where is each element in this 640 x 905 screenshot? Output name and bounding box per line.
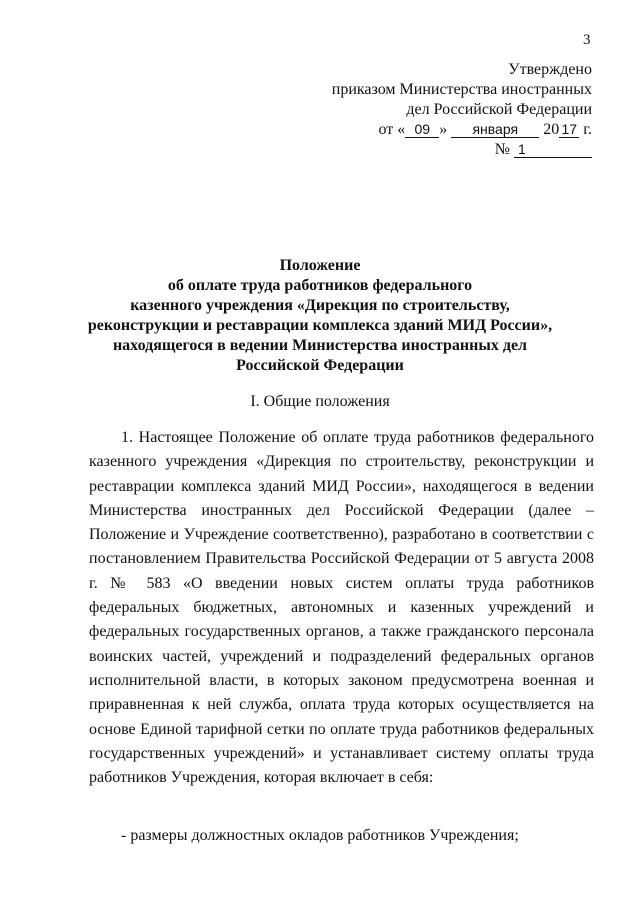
title-line-4: реконструкции и реставрации комплекса зданий МИД России»,: [87, 317, 553, 334]
date-year-prefix: 20: [543, 121, 560, 138]
list-item: - размеры должностных окладов работников Учреждения;: [121, 827, 519, 844]
page-number: 3: [583, 32, 591, 48]
number-label: №: [494, 141, 510, 158]
date-month: января: [451, 121, 539, 138]
approval-stamp: [332, 60, 592, 160]
date-mid: »: [439, 121, 448, 138]
approval-line-2: приказом Министерства иностранных: [331, 81, 592, 98]
approval-number-line: [332, 140, 592, 160]
date-day: 09: [405, 121, 439, 138]
order-number: 1: [514, 141, 592, 158]
date-prefix: от «: [378, 121, 406, 138]
section-heading: I. Общие положения: [250, 393, 390, 410]
approval-date-line: [332, 120, 592, 140]
title-line-6: Российской Федерации: [236, 357, 404, 374]
date-year-end: г.: [583, 121, 592, 138]
paragraph-1: 1. Настоящее Положение об оплате труда работников федерального казенного учреждения «Дирекция по строительству, реконструкции и реставрации комплекса зданий МИД России», находящегося в ведении Министерства иностранных дел Российской Федерации (далее – Положение и Учреждение соответственно), разработано в соответствии с постановлением Правительства Российской Федерации от 5 августа 2008 г. № 583 «О введении новых систем оплаты труда работников федеральных бюджетных, автономных и казенных учреждений и федеральных государственных органов, а также гражданского персонала воинских частей, учреждений и подразделений федеральных органов исполнительной власти, в которых законом предусмотрена военная и приравненная к ней служба, оплата труда которых осуществляется на основе Единой тарифной сетки по оплате труда работников федеральных государственных учреждений» и устанавливает систему оплаты труда работников Учреждения, которая включает в себя:: [89, 429, 594, 787]
document-title: [0, 256, 640, 376]
title-line-3: казенного учреждения «Дирекция по строительству,: [130, 297, 510, 314]
title-line-2: об оплате труда работников федерального: [167, 277, 473, 294]
date-year-suffix: 17: [559, 121, 579, 138]
title-line-5: находящегося в ведении Министерства иностранных дел: [112, 337, 528, 354]
title-line-1: Положение: [279, 257, 361, 274]
approval-line-1: Утверждено: [508, 61, 592, 78]
approval-line-3: дел Российской Федерации: [406, 101, 592, 118]
